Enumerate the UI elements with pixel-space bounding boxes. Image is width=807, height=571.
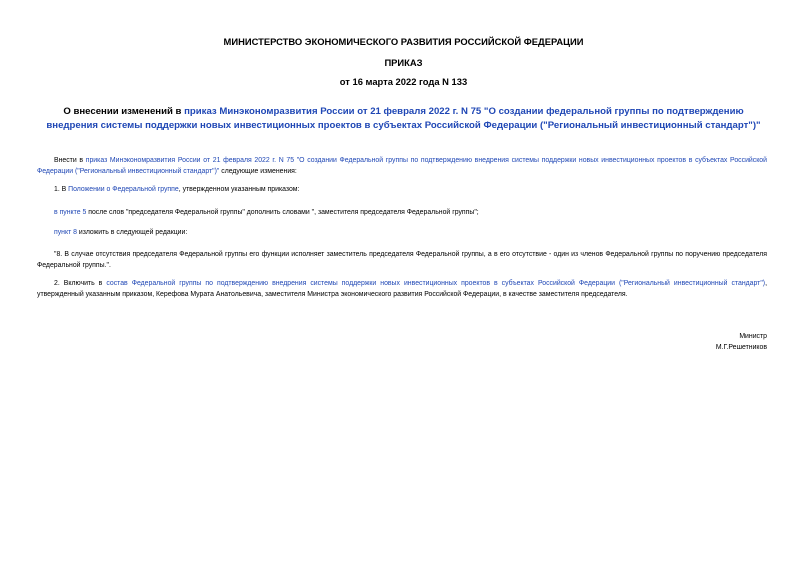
p1-suffix: следующие изменения: (219, 167, 297, 175)
signature-position: Министр (739, 333, 767, 340)
document-title (40, 105, 767, 133)
p4-suffix: изложить в следующей редакции: (76, 229, 188, 236)
paragraph-item-2 (37, 279, 767, 301)
ministry-heading: МИНИСТЕРСТВО ЭКОНОМИЧЕСКОГО РАЗВИТИЯ РОССИЙСКОЙ ФЕДЕРАЦИИ (223, 36, 584, 47)
p6-composition-link[interactable]: состав Федеральной группы по подтверждению внедрения системы поддержки новых инвестиционных проектов в субъектах Российской Федерации ("Региональный инвестиционный стандарт") (106, 280, 766, 287)
p2-regulation-link[interactable]: Положении о Федеральной группе (68, 186, 179, 193)
p1-order-link[interactable]: приказ Минэкономразвития России от 21 февраля 2022 г. N 75 "О создании Федеральной группы по подтверждению внедрения системы поддержки новых инвестиционных проектов в субъектах Российской Федерации ("Региональный инвестиционный стандарт")" (37, 157, 767, 175)
signature-name: М.Г.Решетников (715, 343, 767, 351)
paragraph-intro (37, 156, 767, 178)
document-type: ПРИКАЗ (384, 57, 423, 68)
p3-suffix: после слов "председателя Федеральной группы" дополнить словами ", заместителя председателя Федеральной группы"; (86, 209, 479, 216)
p2-prefix: 1. В (54, 186, 69, 193)
title-prefix: О внесении изменений в (63, 106, 185, 117)
document-date-number: от 16 марта 2022 года N 133 (339, 76, 468, 87)
p6-suffix: , утвержденный указанным приказом, Керефова Мурата Анатольевича, заместителя Министра экономического развития Российской Федерации, в качестве заместителя председателя. (37, 280, 767, 298)
p2-suffix: , утвержденном указанным приказом: (178, 186, 300, 193)
title-order-link[interactable]: приказ Минэкономразвития России от 21 февраля 2022 г. N 75 "О создании федеральной группы по подтверждению внедрения системы поддержки новых инвестиционных проектов в субъектах Российской Федерации ("Региональный инвестиционный стандарт")" (46, 106, 761, 131)
paragraph-point-5 (37, 208, 767, 219)
p4-point8-link[interactable]: пункт 8 (54, 229, 77, 236)
p6-prefix: 2. Включить в (54, 280, 107, 287)
signature-block (716, 332, 767, 354)
paragraph-point-8-text: "8. В случае отсутствия председателя Федеральной группы его функции исполняет заместитель председателя Федеральной группы, а в его отсутствие - один из членов Федеральной группы по поручению председателя Федеральной группы.". (37, 251, 767, 269)
p1-prefix: Внести в (54, 157, 86, 164)
paragraph-point-8 (37, 228, 767, 239)
p3-point5-link[interactable]: в пункте 5 (54, 209, 87, 216)
paragraph-item-1 (37, 185, 767, 196)
